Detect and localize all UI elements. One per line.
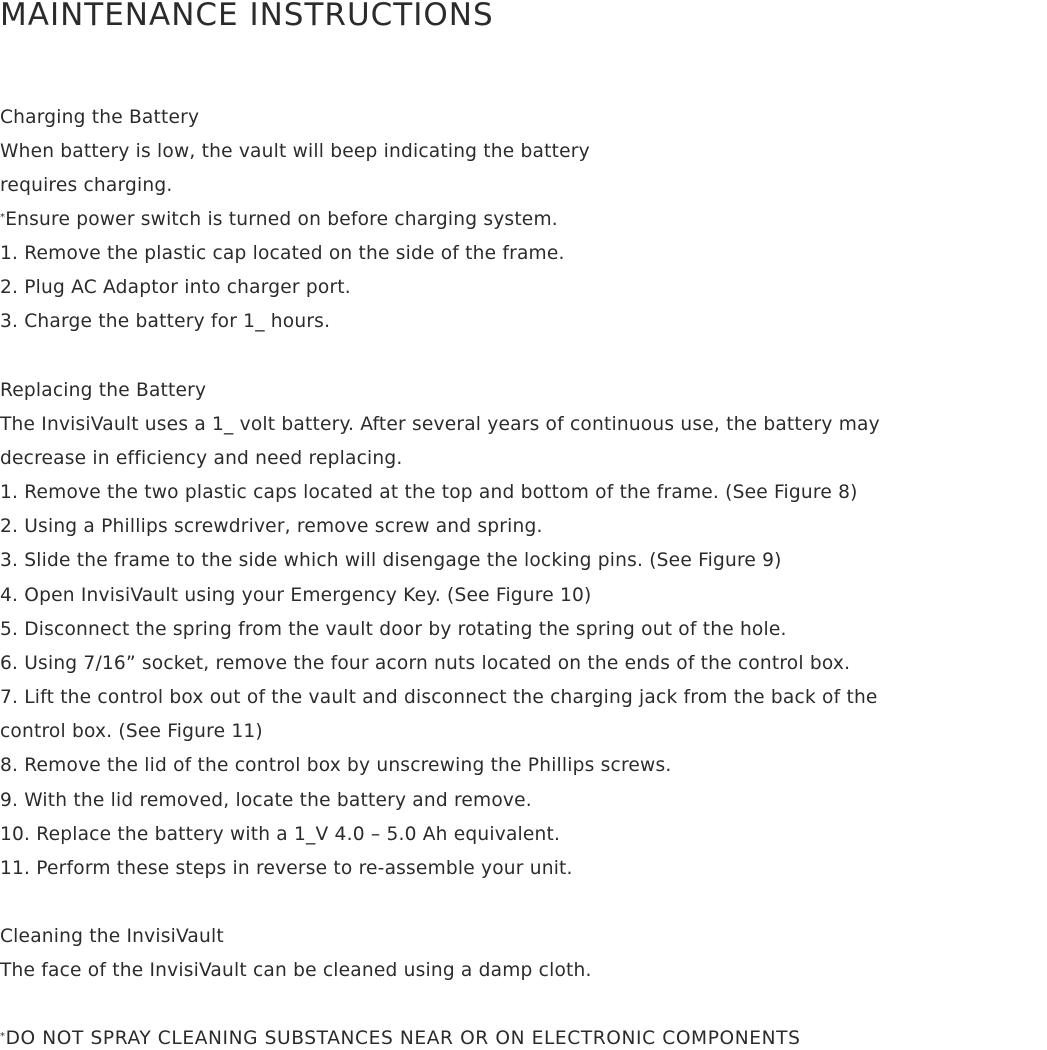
replacing-step-11: 11. Perform these steps in reverse to re-assemble your unit. <box>0 858 573 879</box>
charging-step-2: 2. Plug AC Adaptor into charger port. <box>0 277 351 298</box>
replacing-step-5: 5. Disconnect the spring from the vault door by rotating the spring out of the hole. <box>0 619 787 640</box>
charging-intro-line-2: requires charging. <box>0 175 173 196</box>
replacing-step-10: 10. Replace the battery with a 1_V 4.0 – 5.0 Ah equivalent. <box>0 824 561 845</box>
cleaning-warning-text: DO NOT SPRAY CLEANING SUBSTANCES NEAR OR ON ELECTRONIC COMPONENTS <box>5 1028 801 1049</box>
replacing-step-4: 4. Open InvisiVault using your Emergency Key. (See Figure 10) <box>0 585 592 606</box>
replacing-intro-line-1: The InvisiVault uses a 1_ volt battery. After several years of continuous use, the battery may <box>0 414 880 435</box>
charging-step-1: 1. Remove the plastic cap located on the side of the frame. <box>0 243 565 264</box>
replacing-intro-line-2: decrease in efficiency and need replacing. <box>0 448 403 469</box>
charging-note <box>0 209 558 231</box>
replacing-step-7-continued: control box. (See Figure 11) <box>0 721 263 742</box>
replacing-step-7: 7. Lift the control box out of the vault and disconnect the charging jack from the back of the <box>0 687 878 708</box>
replacing-step-1: 1. Remove the two plastic caps located at the top and bottom of the frame. (See Figure 8) <box>0 482 858 503</box>
note-asterisk: * <box>0 212 6 223</box>
page-title: MAINTENANCE INSTRUCTIONS <box>0 0 494 33</box>
charging-heading: Charging the Battery <box>0 107 200 128</box>
warning-asterisk: * <box>0 1031 6 1042</box>
replacing-step-9: 9. With the lid removed, locate the battery and remove. <box>0 790 532 811</box>
cleaning-text: The face of the InvisiVault can be cleaned using a damp cloth. <box>0 960 592 981</box>
replacing-step-6: 6. Using 7/16” socket, remove the four acorn nuts located on the ends of the control box. <box>0 653 851 674</box>
replacing-step-3: 3. Slide the frame to the side which will disengage the locking pins. (See Figure 9) <box>0 550 782 571</box>
cleaning-heading: Cleaning the InvisiVault <box>0 926 224 947</box>
charging-step-3: 3. Charge the battery for 1_ hours. <box>0 311 331 332</box>
replacing-heading: Replacing the Battery <box>0 380 207 401</box>
cleaning-warning <box>0 1028 800 1050</box>
replacing-step-2: 2. Using a Phillips screwdriver, remove screw and spring. <box>0 516 543 537</box>
charging-note-text: Ensure power switch is turned on before charging system. <box>5 209 558 230</box>
charging-intro-line-1: When battery is low, the vault will beep indicating the battery <box>0 141 590 162</box>
replacing-step-8: 8. Remove the lid of the control box by unscrewing the Phillips screws. <box>0 755 672 776</box>
